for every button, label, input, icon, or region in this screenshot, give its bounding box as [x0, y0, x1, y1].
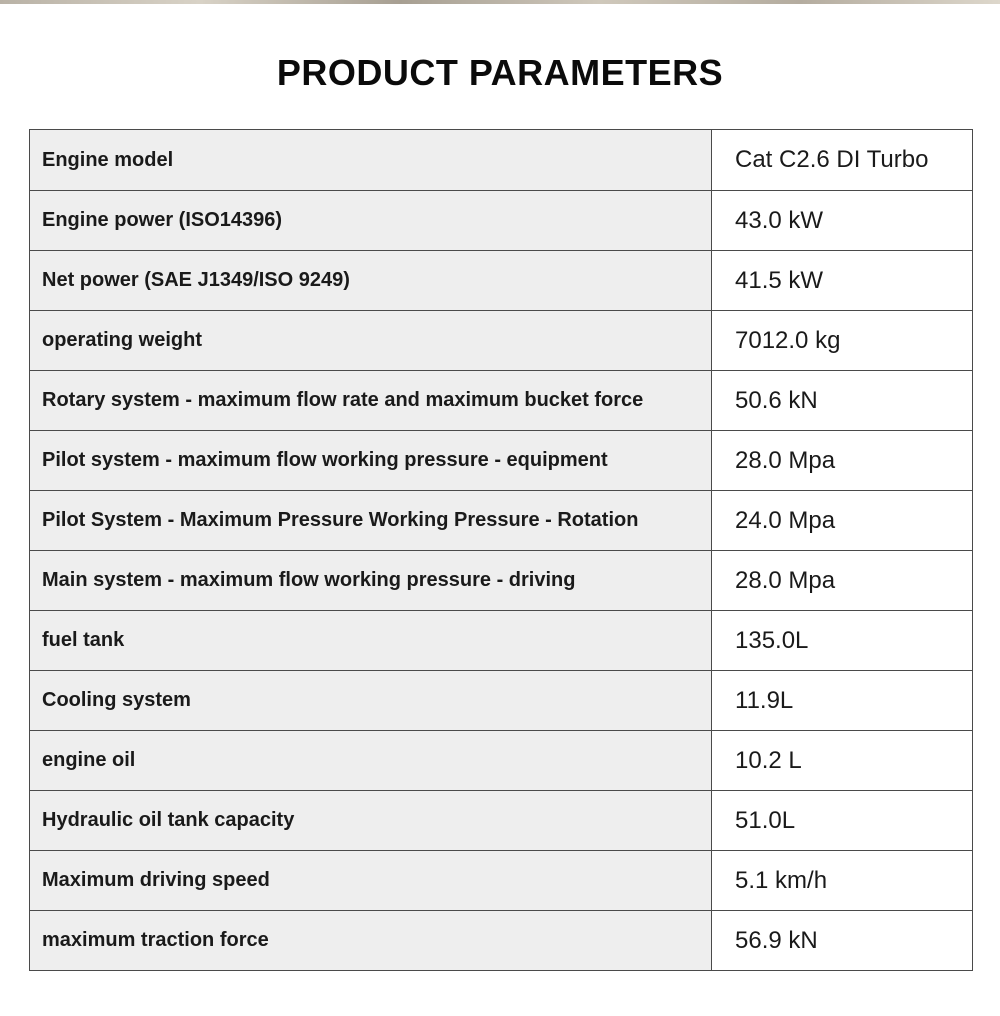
parameter-label: Hydraulic oil tank capacity [30, 791, 712, 851]
parameter-label: Pilot System - Maximum Pressure Working Pressure - Rotation [30, 491, 712, 551]
parameter-label: Rotary system - maximum flow rate and maximum bucket force [30, 371, 712, 431]
parameter-label: Engine power (ISO14396) [30, 191, 712, 251]
table-row [30, 851, 973, 911]
page-title: PRODUCT PARAMETERS [276, 52, 724, 93]
parameter-label: Maximum driving speed [30, 851, 712, 911]
table-row [30, 551, 973, 611]
parameter-label: maximum traction force [30, 911, 712, 971]
table-row [30, 191, 973, 251]
parameters-table [29, 129, 973, 971]
parameter-value: 28.0 Mpa [712, 431, 973, 491]
parameter-value: 41.5 kW [712, 251, 973, 311]
parameter-value: 10.2 L [712, 731, 973, 791]
parameter-label: Engine model [30, 130, 712, 191]
parameter-value: 43.0 kW [712, 191, 973, 251]
table-row [30, 130, 973, 191]
table-row [30, 311, 973, 371]
parameter-label: Cooling system [30, 671, 712, 731]
parameter-label: Main system - maximum flow working pressure - driving [30, 551, 712, 611]
table-row [30, 911, 973, 971]
parameter-value: 50.6 kN [712, 371, 973, 431]
parameter-label: Pilot system - maximum flow working pressure - equipment [30, 431, 712, 491]
parameter-value: 11.9L [712, 671, 973, 731]
table-row [30, 431, 973, 491]
table-row [30, 371, 973, 431]
parameter-value: 24.0 Mpa [712, 491, 973, 551]
parameter-label: Net power (SAE J1349/ISO 9249) [30, 251, 712, 311]
parameter-label: fuel tank [30, 611, 712, 671]
parameter-value: 51.0L [712, 791, 973, 851]
parameter-value: Cat C2.6 DI Turbo [712, 130, 973, 191]
parameter-label: operating weight [30, 311, 712, 371]
parameter-value: 5.1 km/h [712, 851, 973, 911]
table-row [30, 611, 973, 671]
parameter-value: 56.9 kN [712, 911, 973, 971]
table-row [30, 671, 973, 731]
parameter-value: 135.0L [712, 611, 973, 671]
table-row [30, 791, 973, 851]
top-image-strip [0, 0, 1000, 4]
table-row [30, 731, 973, 791]
table-row [30, 251, 973, 311]
parameter-value: 28.0 Mpa [712, 551, 973, 611]
parameter-value: 7012.0 kg [712, 311, 973, 371]
table-row [30, 491, 973, 551]
parameter-label: engine oil [30, 731, 712, 791]
